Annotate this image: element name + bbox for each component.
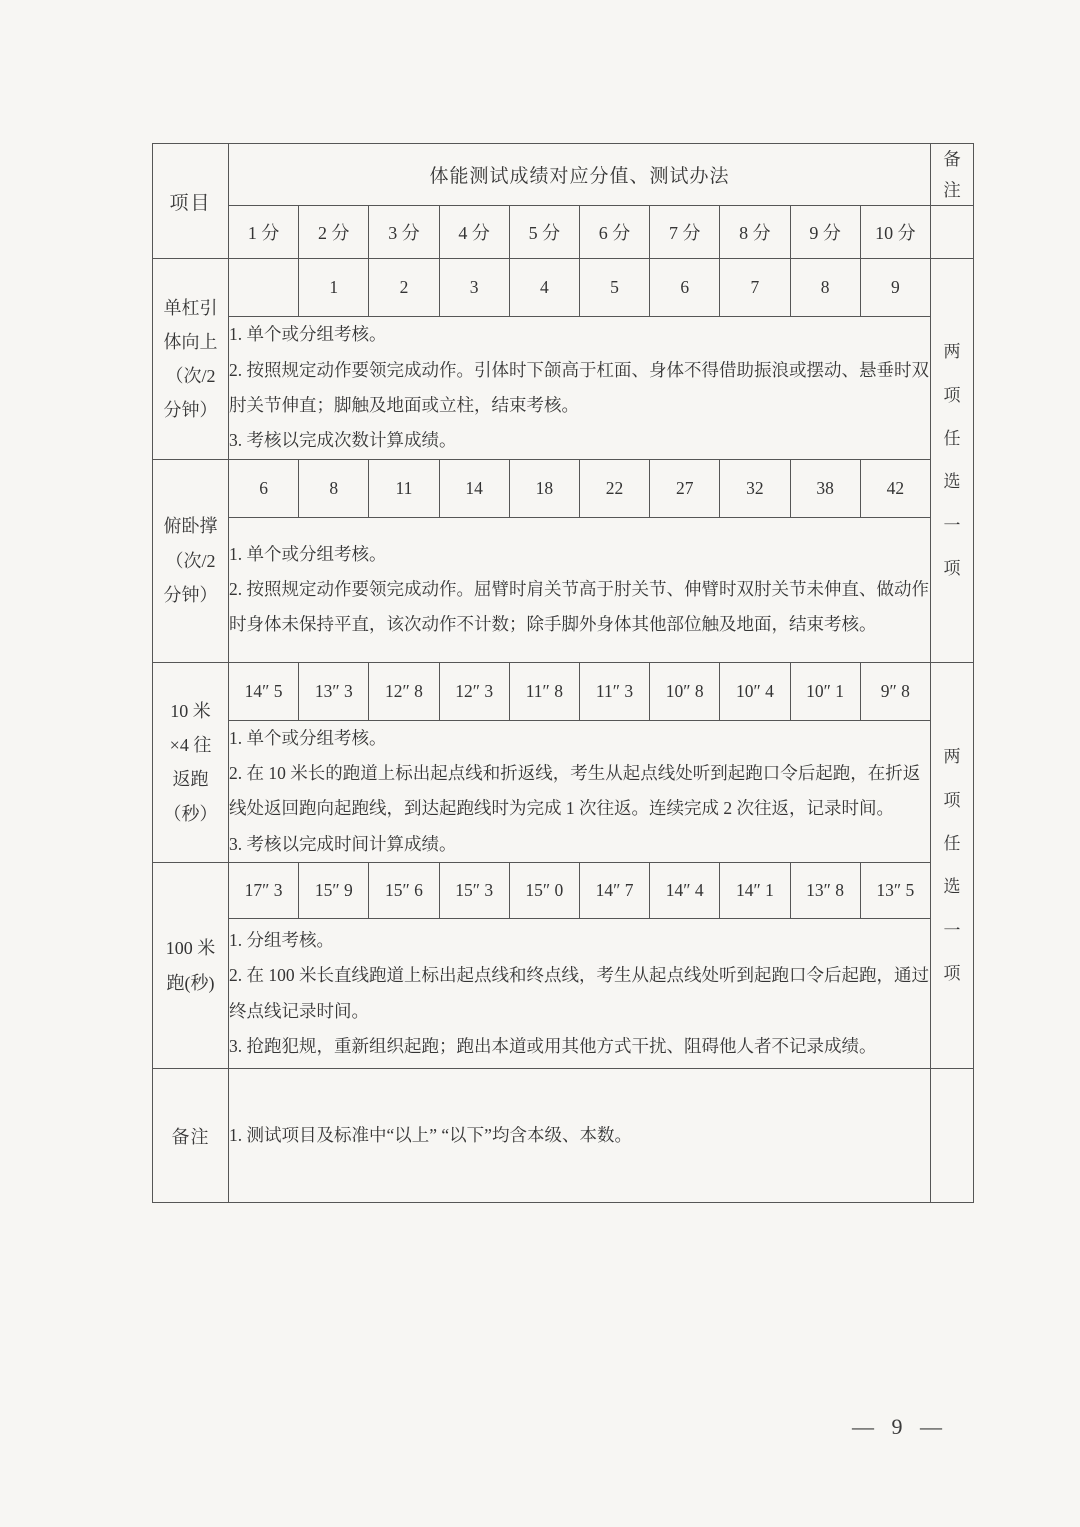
score-col-3: 3 分 bbox=[369, 206, 439, 259]
row-label-pullups bbox=[153, 259, 229, 459]
table-title: 体能测试成绩对应分值、测试办法 bbox=[229, 144, 931, 206]
method-line: 1. 单个或分组考核。 bbox=[229, 727, 387, 748]
remark-vertical-text: 两项任选一项 bbox=[943, 747, 961, 983]
footer-remark-text-cell bbox=[229, 1069, 931, 1203]
label-line: ×4 往 bbox=[169, 735, 212, 756]
value-cell: 15″ 6 bbox=[369, 863, 439, 919]
value-cell: 27 bbox=[650, 459, 720, 517]
value-cell: 38 bbox=[790, 459, 860, 517]
score-col-10: 10 分 bbox=[860, 206, 930, 259]
value-cell: 11″ 3 bbox=[579, 662, 649, 720]
value-cell: 1 bbox=[299, 259, 369, 317]
value-cell: 6 bbox=[650, 259, 720, 317]
value-cell: 11″ 8 bbox=[509, 662, 579, 720]
remark-vertical-text: 两项任选一项 bbox=[943, 342, 961, 579]
value-cell: 18 bbox=[509, 459, 579, 517]
remark-empty-footer-cell bbox=[930, 1069, 973, 1203]
pushup-values-row bbox=[153, 459, 974, 517]
value-cell: 15″ 9 bbox=[299, 863, 369, 919]
label-line: （秒） bbox=[163, 803, 218, 824]
value-cell bbox=[229, 259, 299, 317]
method-line: 3. 考核以完成次数计算成绩。 bbox=[229, 430, 457, 451]
footer-remark-row bbox=[153, 1069, 974, 1203]
remark-header-label: 备注 bbox=[943, 149, 961, 200]
label-line: 跑(秒) bbox=[166, 972, 215, 993]
row-label-pushups bbox=[153, 459, 229, 662]
label-line: 分钟） bbox=[163, 584, 218, 605]
value-cell: 7 bbox=[720, 259, 790, 317]
value-cell: 9″ 8 bbox=[860, 662, 930, 720]
method-line: 2. 在 100 米长直线跑道上标出起点线和终点线，考生从起点线处听到起跑口令后起跑，通过终点线记录时间。 bbox=[229, 965, 929, 1021]
value-cell: 10″ 1 bbox=[790, 662, 860, 720]
score-col-7: 7 分 bbox=[650, 206, 720, 259]
value-cell: 15″ 3 bbox=[439, 863, 509, 919]
method-line: 1. 单个或分组考核。 bbox=[229, 324, 387, 345]
label-line: 100 米 bbox=[165, 938, 216, 959]
pullup-values-row bbox=[153, 259, 974, 317]
score-col-8: 8 分 bbox=[720, 206, 790, 259]
method-line: 2. 按照规定动作要领完成动作。屈臂时肩关节高于肘关节、伸臂时双肘关节未伸直、做动作时身体未保持平直，该次动作不计数；除手脚外身体其他部位触及地面，结束考核。 bbox=[229, 578, 929, 635]
value-cell: 14″ 1 bbox=[720, 863, 790, 919]
value-cell: 3 bbox=[439, 259, 509, 317]
value-cell: 13″ 8 bbox=[790, 863, 860, 919]
value-cell: 5 bbox=[579, 259, 649, 317]
method-cell-pullups bbox=[229, 317, 931, 459]
fitness-score-table bbox=[152, 143, 974, 1203]
value-cell: 15″ 0 bbox=[509, 863, 579, 919]
label-line: （次/2 bbox=[165, 550, 216, 571]
score-header-row bbox=[153, 206, 974, 259]
remark-column-header bbox=[930, 144, 973, 206]
value-cell: 42 bbox=[860, 459, 930, 517]
remark-choose-one-bottom bbox=[930, 662, 973, 1068]
row-label-100m-run bbox=[153, 863, 229, 1069]
shuttle-values-row bbox=[153, 662, 974, 720]
value-cell: 10″ 8 bbox=[650, 662, 720, 720]
score-col-5: 5 分 bbox=[509, 206, 579, 259]
label-line: 单杠引 bbox=[163, 297, 218, 318]
method-line: 2. 按照规定动作要领完成动作。引体时下颌高于杠面、身体不得借助振浪或摆动、悬垂时双肘关节伸直；脚触及地面或立柱，结束考核。 bbox=[229, 359, 929, 415]
method-line: 1. 分组考核。 bbox=[229, 929, 334, 950]
value-cell: 2 bbox=[369, 259, 439, 317]
score-col-2: 2 分 bbox=[299, 206, 369, 259]
score-col-6: 6 分 bbox=[579, 206, 649, 259]
label-line: （次/2 bbox=[165, 365, 216, 386]
value-cell: 11 bbox=[369, 459, 439, 517]
value-cell: 14″ 7 bbox=[579, 863, 649, 919]
label-line: 10 米 bbox=[170, 700, 211, 721]
remark-choose-one-top bbox=[930, 259, 973, 662]
item-column-header: 项目 bbox=[153, 144, 229, 259]
value-cell: 13″ 3 bbox=[299, 662, 369, 720]
method-line: 2. 在 10 米长的跑道上标出起点线和折返线，考生从起点线处听到起跑口令后起跑，在折返线处返回跑向起跑线，到达起跑线时为完成 1 次往返。连续完成 2 次往返，记录时间。 bbox=[229, 762, 921, 819]
method-line: 3. 抢跑犯规，重新组织起跑；跑出本道或用其他方式干扰、阻碍他人者不记录成绩。 bbox=[229, 1035, 877, 1056]
score-col-4: 4 分 bbox=[439, 206, 509, 259]
value-cell: 12″ 8 bbox=[369, 662, 439, 720]
remark-empty-header-cell bbox=[930, 206, 973, 259]
method-cell-shuttle-run bbox=[229, 720, 931, 862]
value-cell: 17″ 3 bbox=[229, 863, 299, 919]
page-number: — 9 — bbox=[852, 1414, 948, 1439]
score-col-9: 9 分 bbox=[790, 206, 860, 259]
method-cell-100m-run bbox=[229, 919, 931, 1069]
label-line: 分钟） bbox=[163, 400, 218, 421]
value-cell: 9 bbox=[860, 259, 930, 317]
method-line: 3. 考核以完成时间计算成绩。 bbox=[229, 833, 457, 854]
value-cell: 14″ 4 bbox=[650, 863, 720, 919]
value-cell: 8 bbox=[299, 459, 369, 517]
value-cell: 6 bbox=[229, 459, 299, 517]
value-cell: 12″ 3 bbox=[439, 662, 509, 720]
value-cell: 8 bbox=[790, 259, 860, 317]
value-cell: 32 bbox=[720, 459, 790, 517]
label-line: 俯卧撑 bbox=[163, 516, 218, 537]
row-label-shuttle-run bbox=[153, 662, 229, 862]
value-cell: 14 bbox=[439, 459, 509, 517]
sprint-values-row bbox=[153, 863, 974, 919]
value-cell: 14″ 5 bbox=[229, 662, 299, 720]
footer-remark-text: 1. 测试项目及标准中“以上” “以下”均含本级、本数。 bbox=[229, 1124, 632, 1145]
value-cell: 10″ 4 bbox=[720, 662, 790, 720]
footer-remark-label: 备注 bbox=[153, 1069, 229, 1203]
value-cell: 22 bbox=[579, 459, 649, 517]
label-line: 返跑 bbox=[172, 769, 209, 790]
method-cell-pushups bbox=[229, 517, 931, 662]
value-cell: 4 bbox=[509, 259, 579, 317]
value-cell: 13″ 5 bbox=[860, 863, 930, 919]
method-line: 1. 单个或分组考核。 bbox=[229, 543, 387, 564]
score-col-1: 1 分 bbox=[229, 206, 299, 259]
label-line: 体向上 bbox=[163, 331, 218, 352]
